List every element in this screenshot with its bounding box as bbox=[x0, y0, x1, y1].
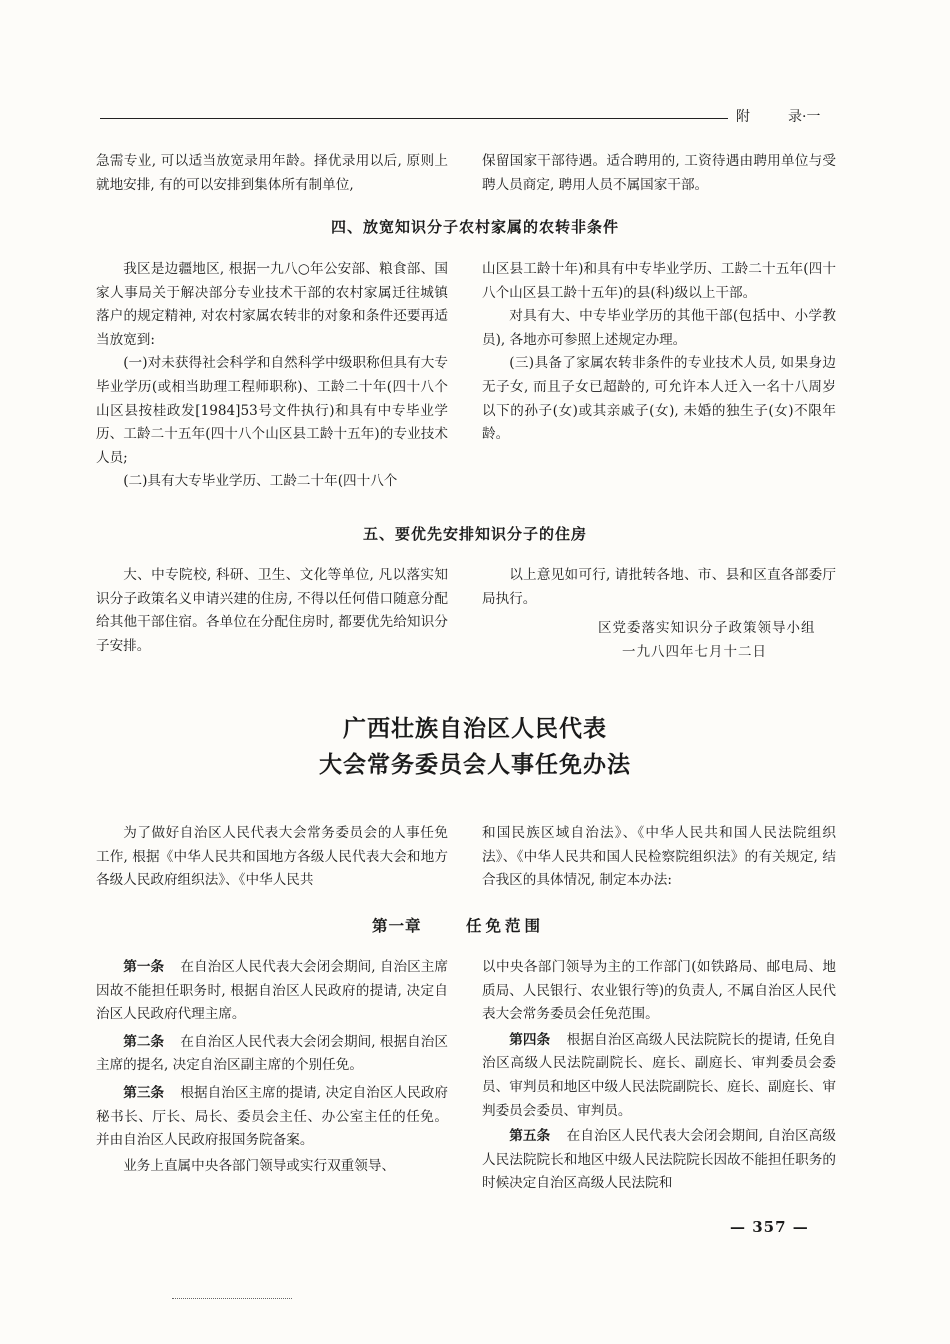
article-text: 在自治区人民代表大会闭会期间, 根据自治区主席的提名, 决定自治区副主席的个别任免。 bbox=[96, 1033, 448, 1074]
article-label: 第五条 bbox=[509, 1128, 551, 1145]
article-label: 第四条 bbox=[509, 1031, 551, 1048]
section4-right-paragraph: 山区县工龄十年)和具有中专毕业学历、工龄二十五年(四十八个山区县工龄十五年)的县(科)级以上干部。 bbox=[482, 261, 836, 301]
section4-left-paragraph: (一)对未获得社会科学和自然科学中级职称但具有大专毕业学历(或相当助理工程师职称)、工龄二十年(四十八个山区县按桂政发[1984]53号文件执行)和具有中专毕业学历、工龄二十五年(四十八个山区县工龄十五年)的专业技术人员; bbox=[96, 355, 448, 466]
continuation-right-text: 以中央各部门领导为主的工作部门(如铁路局、邮电局、地质局、人民银行、农业银行等)的负责人, 不属自治区人民代表大会常务委员会任免范围。 bbox=[482, 959, 836, 1023]
document-title-line1: 广西壮族自治区人民代表 bbox=[343, 716, 607, 742]
section4-left-paragraph: (二)具有大专毕业学历、工龄二十年(四十八个 bbox=[123, 473, 398, 490]
page-number: — 357 — bbox=[730, 1218, 809, 1236]
articles-right-column bbox=[482, 956, 836, 1196]
article-text: 根据自治区主席的提请, 决定自治区人民政府秘书长、厅长、局长、委员会主任、办公室主任的任免。并由自治区人民政府报国务院备案。 bbox=[96, 1084, 448, 1149]
section4-right-column bbox=[482, 258, 836, 447]
article-label: 第一条 bbox=[123, 959, 165, 975]
article-paragraph bbox=[96, 1031, 448, 1078]
section5-left-column bbox=[96, 564, 448, 658]
section4-left-column bbox=[96, 258, 448, 494]
article-label: 第二条 bbox=[123, 1033, 165, 1050]
article-text: 在自治区人民代表大会闭会期间, 自治区主席因故不能担任职务时, 根据自治区人民政府的提请, 决定自治区人民政府代理主席。 bbox=[96, 959, 448, 1023]
chapter-title: 任免范围 bbox=[466, 917, 545, 935]
section5-right-paragraph: 以上意见如可行, 请批转各地、市、县和区直各部委厅局执行。 bbox=[482, 567, 836, 607]
section5-heading: 五、要优先安排知识分子的住房 bbox=[362, 525, 587, 543]
section4-right-paragraph: (三)具备了家属农转非条件的专业技术人员, 如果身边无子女, 而且子女已超龄的, 可允许本人迁入一名十八周岁以下的孙子(女)或其亲戚子(女), 未婚的独生子(女)不限年龄。 bbox=[482, 355, 836, 443]
footer-dotted-rule bbox=[172, 1298, 292, 1299]
section4-left-paragraph: 我区是边疆地区, 根据一九八○年公安部、粮食部、国家人事局关于解决部分专业技术干部的农村家属迁往城镇落户的规定精神, 对农村家属农转非的对象和条件还要再适当放宽到: bbox=[96, 261, 448, 348]
running-head: 附 bbox=[736, 109, 752, 125]
article-paragraph bbox=[96, 1082, 448, 1153]
signature: 区党委落实知识分子政策领导小组 bbox=[598, 620, 816, 636]
section4-heading: 四、放宽知识分子农村家属的农转非条件 bbox=[330, 218, 619, 236]
article-paragraph bbox=[96, 956, 448, 1027]
chapter-label: 第一章 bbox=[372, 917, 422, 935]
article-text: 根据自治区高级人民法院院长的提请, 任免自治区高级人民法院副院长、庭长、副庭长、审判委员会委员、审判员和地区中级人民法院副院长、庭长、副庭长、审判委员会委员、审判员。 bbox=[482, 1031, 836, 1119]
article-paragraph bbox=[482, 1029, 836, 1123]
article-label: 第三条 bbox=[123, 1084, 165, 1101]
article-text: 在自治区人民代表大会闭会期间, 自治区高级人民法院院长和地区中级人民法院院长因故不能担任职务的时候决定自治区高级人民法院和 bbox=[482, 1128, 836, 1192]
preamble-right-text: 和国民族区域自治法》、《中华人民共和国人民法院组织法》、《中华人民共和国人民检察院组织法》的有关规定, 结合我区的具体情况, 制定本办法: bbox=[482, 825, 836, 889]
top-right-text: 保留国家干部待遇。适合聘用的, 工资待遇由聘用单位与受聘人员商定, 聘用人员不属国家干部。 bbox=[482, 153, 836, 193]
section5-left-paragraph: 大、中专院校, 科研、卫生、文化等单位, 凡以落实知识分子政策名义申请兴建的住房, 不得以任何借口随意分配给其他干部住宿。各单位在分配住房时, 都要优先给知识分子安排。 bbox=[96, 567, 448, 654]
running-head-suffix: 录·一 bbox=[788, 109, 821, 125]
header-rule bbox=[100, 118, 728, 119]
section5-right-column bbox=[482, 564, 836, 611]
preamble-right-column bbox=[482, 822, 836, 893]
preamble-left-column bbox=[96, 822, 448, 893]
document-title-line2: 大会常务委员会人事任免办法 bbox=[319, 752, 631, 778]
signature-date: 一九八四年七月十二日 bbox=[622, 644, 767, 660]
section4-right-paragraph: 对具有大、中专毕业学历的其他干部(包括中、小学教员), 各地亦可参照上述规定办理。 bbox=[482, 308, 836, 348]
continuation-left-text: 业务上直属中央各部门领导或实行双重领导、 bbox=[123, 1157, 396, 1174]
article-paragraph bbox=[482, 1125, 836, 1196]
top-right-paragraph bbox=[482, 150, 836, 197]
top-left-text: 急需专业, 可以适当放宽录用年龄。择优录用以后, 原则上就地安排, 有的可以安排到集体所有制单位, bbox=[96, 153, 448, 193]
articles-left-column bbox=[96, 956, 448, 1178]
preamble-left-text: 为了做好自治区人民代表大会常务委员会的人事任免工作, 根据《中华人民共和国地方各级人民代表大会和地方各级人民政府组织法》、《中华人民共 bbox=[96, 825, 448, 889]
top-left-paragraph bbox=[96, 150, 448, 197]
